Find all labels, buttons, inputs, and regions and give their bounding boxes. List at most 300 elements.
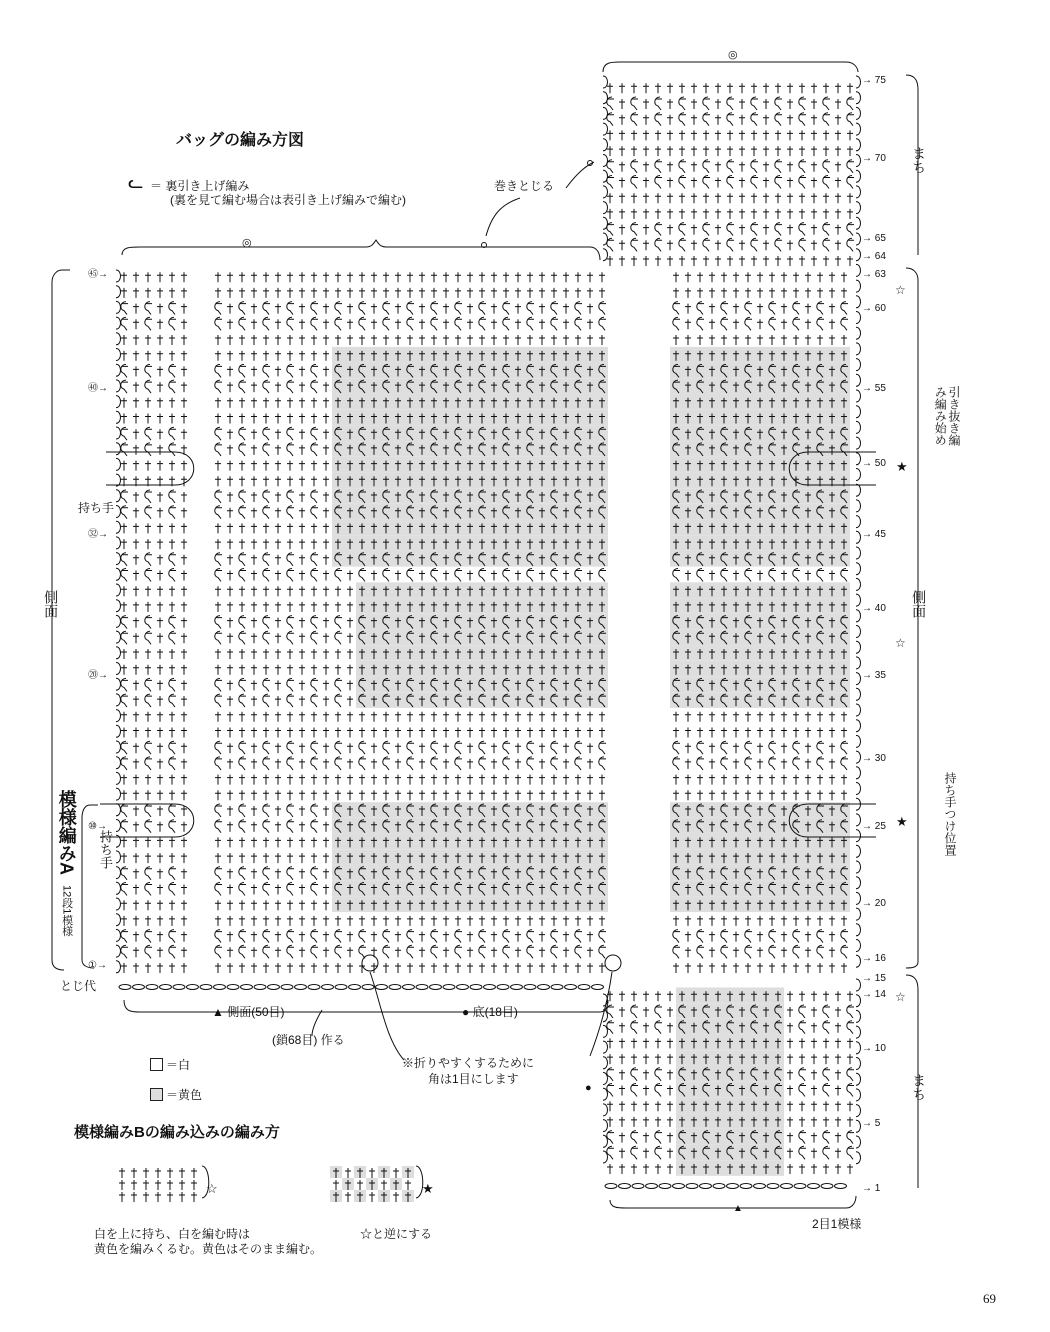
dc-stitch bbox=[721, 712, 727, 722]
dc-stitch bbox=[143, 1168, 149, 1178]
dc-stitch bbox=[263, 586, 269, 596]
dc-stitch bbox=[599, 712, 605, 722]
dc-stitch bbox=[799, 1164, 805, 1174]
dc-stitch bbox=[733, 288, 739, 298]
dc-stitch bbox=[835, 99, 841, 109]
dc-stitch bbox=[539, 743, 545, 753]
dc-stitch bbox=[263, 963, 269, 973]
edge-loop bbox=[603, 233, 608, 245]
dc-stitch bbox=[721, 335, 727, 345]
dc-stitch bbox=[799, 146, 805, 156]
dc-stitch bbox=[347, 932, 353, 942]
back-post-stitch bbox=[575, 741, 582, 754]
back-post-stitch bbox=[703, 223, 710, 236]
edge-loop bbox=[116, 270, 121, 282]
dc-stitch bbox=[299, 272, 305, 282]
back-post-stitch bbox=[503, 302, 510, 315]
edge-loop bbox=[603, 1151, 608, 1163]
chain-stitch bbox=[430, 985, 442, 990]
dc-stitch bbox=[133, 586, 139, 596]
dc-stitch bbox=[721, 963, 727, 973]
back-post-stitch bbox=[169, 757, 176, 770]
row-number-left: ⑩→ bbox=[88, 821, 107, 832]
dc-stitch bbox=[607, 130, 613, 140]
back-post-stitch bbox=[479, 302, 486, 315]
dc-stitch bbox=[835, 1164, 841, 1174]
dc-stitch bbox=[299, 759, 305, 769]
dc-stitch bbox=[299, 837, 305, 847]
back-post-stitch bbox=[287, 678, 294, 691]
back-post-stitch bbox=[841, 317, 848, 330]
dc-stitch bbox=[835, 209, 841, 219]
dc-stitch bbox=[431, 728, 437, 738]
dc-stitch bbox=[787, 1164, 793, 1174]
dc-stitch bbox=[371, 728, 377, 738]
dc-stitch bbox=[311, 853, 317, 863]
dc-stitch bbox=[121, 728, 127, 738]
back-post-stitch bbox=[145, 506, 152, 519]
dc-stitch bbox=[739, 178, 745, 188]
dc-stitch bbox=[575, 335, 581, 345]
dc-stitch bbox=[443, 304, 449, 314]
legend-yellow-text: ＝黄色 bbox=[166, 1088, 203, 1102]
edge-loop bbox=[856, 924, 861, 936]
dc-stitch bbox=[787, 162, 793, 172]
dc-stitch bbox=[395, 712, 401, 722]
back-post-stitch bbox=[793, 930, 800, 943]
dc-stitch bbox=[263, 288, 269, 298]
dc-stitch bbox=[787, 240, 793, 250]
dc-stitch bbox=[157, 790, 163, 800]
back-post-stitch bbox=[823, 1131, 830, 1144]
back-post-stitch bbox=[263, 317, 270, 330]
dc-stitch bbox=[227, 351, 233, 361]
back-post-stitch bbox=[455, 741, 462, 754]
dc-stitch bbox=[419, 743, 425, 753]
back-post-stitch bbox=[455, 317, 462, 330]
dc-stitch bbox=[829, 916, 835, 926]
dc-stitch bbox=[347, 571, 353, 581]
back-post-stitch bbox=[311, 678, 318, 691]
dc-stitch bbox=[757, 916, 763, 926]
dc-stitch bbox=[133, 822, 139, 832]
dc-stitch bbox=[335, 790, 341, 800]
dc-stitch bbox=[395, 272, 401, 282]
dc-stitch bbox=[757, 963, 763, 973]
dc-stitch bbox=[667, 209, 673, 219]
dc-stitch bbox=[323, 837, 329, 847]
back-post-stitch bbox=[121, 443, 128, 456]
back-post-stitch bbox=[145, 945, 152, 958]
back-post-stitch bbox=[311, 741, 318, 754]
back-post-stitch bbox=[479, 741, 486, 754]
dc-stitch bbox=[829, 319, 835, 329]
dc-stitch bbox=[769, 728, 775, 738]
dc-stitch bbox=[287, 272, 293, 282]
dc-stitch bbox=[619, 1148, 625, 1158]
dc-stitch bbox=[757, 571, 763, 581]
dc-stitch bbox=[227, 837, 233, 847]
dc-stitch bbox=[835, 225, 841, 235]
back-post-stitch bbox=[145, 427, 152, 440]
dc-stitch bbox=[455, 775, 461, 785]
dc-stitch bbox=[709, 775, 715, 785]
back-post-stitch bbox=[169, 569, 176, 582]
dc-stitch bbox=[383, 288, 389, 298]
dc-stitch bbox=[551, 916, 557, 926]
dc-stitch bbox=[215, 775, 221, 785]
dc-stitch bbox=[811, 991, 817, 1001]
back-post-stitch bbox=[751, 176, 758, 189]
dc-stitch bbox=[479, 712, 485, 722]
chain-stitch bbox=[808, 1184, 820, 1189]
back-post-stitch bbox=[145, 553, 152, 566]
dc-stitch bbox=[811, 256, 817, 266]
dc-stitch bbox=[299, 571, 305, 581]
dc-stitch bbox=[491, 775, 497, 785]
dc-stitch bbox=[467, 571, 473, 581]
back-post-stitch bbox=[311, 883, 318, 896]
back-post-stitch bbox=[551, 317, 558, 330]
dc-stitch bbox=[157, 649, 163, 659]
dc-stitch bbox=[745, 288, 751, 298]
dc-stitch bbox=[467, 728, 473, 738]
back-post-stitch bbox=[575, 317, 582, 330]
dc-stitch bbox=[757, 728, 763, 738]
dc-stitch bbox=[275, 571, 281, 581]
dc-stitch bbox=[787, 1070, 793, 1080]
edge-loop bbox=[603, 92, 608, 104]
dc-stitch bbox=[215, 414, 221, 424]
dc-stitch bbox=[739, 193, 745, 203]
dc-stitch bbox=[311, 649, 317, 659]
dc-stitch bbox=[169, 351, 175, 361]
dc-stitch bbox=[275, 523, 281, 533]
back-post-stitch bbox=[287, 427, 294, 440]
dc-stitch bbox=[829, 947, 835, 957]
dc-stitch bbox=[563, 272, 569, 282]
dc-stitch bbox=[335, 712, 341, 722]
back-post-stitch bbox=[673, 741, 680, 754]
dc-stitch bbox=[323, 916, 329, 926]
dc-stitch bbox=[181, 775, 187, 785]
dc-stitch bbox=[121, 665, 127, 675]
back-post-stitch bbox=[527, 741, 534, 754]
dc-stitch bbox=[587, 963, 593, 973]
dc-stitch bbox=[227, 869, 233, 879]
back-post-stitch bbox=[263, 741, 270, 754]
edge-loop bbox=[116, 678, 121, 690]
dc-stitch bbox=[251, 759, 257, 769]
chain-stitch bbox=[794, 1184, 806, 1189]
dc-stitch bbox=[393, 1192, 399, 1202]
dc-stitch bbox=[431, 288, 437, 298]
dc-stitch bbox=[739, 146, 745, 156]
dc-stitch bbox=[769, 775, 775, 785]
dc-stitch bbox=[443, 743, 449, 753]
dc-stitch bbox=[515, 916, 521, 926]
chain-stitch bbox=[632, 1184, 644, 1189]
dc-stitch bbox=[817, 335, 823, 345]
edge-loop bbox=[116, 380, 121, 392]
dc-stitch bbox=[697, 963, 703, 973]
dc-stitch bbox=[299, 586, 305, 596]
back-post-stitch bbox=[751, 113, 758, 126]
dc-stitch bbox=[691, 146, 697, 156]
back-post-stitch bbox=[215, 427, 222, 440]
dc-stitch bbox=[691, 99, 697, 109]
edge-loop bbox=[856, 547, 861, 559]
back-post-stitch bbox=[479, 317, 486, 330]
dc-stitch bbox=[251, 398, 257, 408]
dc-stitch bbox=[145, 712, 151, 722]
back-post-stitch bbox=[335, 678, 342, 691]
edge-loop bbox=[116, 568, 121, 580]
dc-stitch bbox=[133, 696, 139, 706]
dc-stitch bbox=[227, 304, 233, 314]
back-post-stitch bbox=[823, 1084, 830, 1097]
row-number-right: → 35 bbox=[862, 670, 886, 681]
dc-stitch bbox=[527, 728, 533, 738]
dc-stitch bbox=[299, 335, 305, 345]
dc-stitch bbox=[667, 1148, 673, 1158]
edge-loop bbox=[856, 751, 861, 763]
dc-stitch bbox=[655, 193, 661, 203]
back-post-stitch bbox=[679, 160, 686, 173]
dc-stitch bbox=[311, 523, 317, 533]
dc-stitch bbox=[619, 1117, 625, 1127]
bullet-mark: ● bbox=[585, 1082, 592, 1094]
dc-stitch bbox=[169, 665, 175, 675]
back-post-stitch bbox=[169, 694, 176, 707]
dc-stitch bbox=[169, 837, 175, 847]
dc-stitch bbox=[685, 712, 691, 722]
dc-stitch bbox=[643, 1101, 649, 1111]
back-post-stitch bbox=[215, 631, 222, 644]
dc-stitch bbox=[703, 146, 709, 156]
back-post-stitch bbox=[775, 97, 782, 110]
dc-stitch bbox=[709, 759, 715, 769]
edge-loop bbox=[856, 406, 861, 418]
dc-stitch bbox=[799, 130, 805, 140]
back-post-stitch bbox=[407, 317, 414, 330]
dc-stitch bbox=[841, 963, 847, 973]
back-post-stitch bbox=[239, 930, 246, 943]
dc-stitch bbox=[563, 728, 569, 738]
dc-stitch bbox=[181, 461, 187, 471]
dc-stitch bbox=[673, 963, 679, 973]
dc-stitch bbox=[323, 288, 329, 298]
dc-stitch bbox=[157, 571, 163, 581]
dc-stitch bbox=[179, 1192, 185, 1202]
dc-stitch bbox=[287, 602, 293, 612]
dc-stitch bbox=[239, 461, 245, 471]
dc-stitch bbox=[697, 728, 703, 738]
edge-loop bbox=[856, 453, 861, 465]
dc-stitch bbox=[631, 1117, 637, 1127]
dc-stitch bbox=[721, 288, 727, 298]
dc-stitch bbox=[215, 288, 221, 298]
dc-stitch bbox=[157, 492, 163, 502]
back-post-stitch bbox=[215, 490, 222, 503]
dc-stitch bbox=[787, 193, 793, 203]
dc-stitch bbox=[145, 461, 151, 471]
back-post-stitch bbox=[655, 1084, 662, 1097]
dc-stitch bbox=[599, 916, 605, 926]
dc-stitch bbox=[829, 790, 835, 800]
row-number-right: → 65 bbox=[862, 233, 886, 244]
edge-loop bbox=[116, 945, 121, 957]
dc-stitch bbox=[227, 555, 233, 565]
back-post-stitch bbox=[239, 553, 246, 566]
corner-circle-left bbox=[362, 955, 378, 971]
dc-stitch bbox=[757, 288, 763, 298]
dc-stitch bbox=[419, 790, 425, 800]
back-post-stitch bbox=[697, 302, 704, 315]
back-post-stitch bbox=[287, 490, 294, 503]
dc-stitch bbox=[619, 1038, 625, 1048]
dc-stitch bbox=[835, 193, 841, 203]
back-post-stitch bbox=[455, 757, 462, 770]
dc-stitch bbox=[643, 1038, 649, 1048]
dc-stitch bbox=[157, 837, 163, 847]
dc-stitch bbox=[335, 602, 341, 612]
dc-stitch bbox=[299, 649, 305, 659]
dc-stitch bbox=[311, 398, 317, 408]
back-post-stitch bbox=[145, 616, 152, 629]
dc-stitch bbox=[539, 916, 545, 926]
dc-stitch bbox=[563, 712, 569, 722]
chain-label: (鎖68目) 作る bbox=[272, 1033, 345, 1047]
dc-stitch bbox=[757, 712, 763, 722]
back-post-stitch bbox=[631, 1084, 638, 1097]
dc-stitch bbox=[805, 916, 811, 926]
dc-stitch bbox=[263, 398, 269, 408]
seam-arrow bbox=[486, 198, 520, 236]
dc-stitch bbox=[727, 209, 733, 219]
back-post-stitch bbox=[775, 176, 782, 189]
dc-stitch bbox=[181, 555, 187, 565]
dc-stitch bbox=[455, 288, 461, 298]
dc-stitch bbox=[227, 398, 233, 408]
dc-stitch bbox=[191, 1168, 197, 1178]
dc-stitch bbox=[479, 963, 485, 973]
edge-loop bbox=[856, 783, 861, 795]
edge-loop bbox=[856, 1026, 861, 1038]
dc-stitch bbox=[227, 665, 233, 675]
dc-stitch bbox=[841, 916, 847, 926]
edge-loop bbox=[856, 830, 861, 842]
dc-stitch bbox=[631, 83, 637, 93]
dc-stitch bbox=[691, 256, 697, 266]
back-post-stitch bbox=[121, 867, 128, 880]
dc-stitch bbox=[419, 728, 425, 738]
star-filled-mark-1: ★ bbox=[896, 459, 908, 474]
dc-stitch bbox=[769, 790, 775, 800]
dc-stitch bbox=[299, 319, 305, 329]
dc-stitch bbox=[847, 1117, 853, 1127]
back-post-stitch bbox=[169, 883, 176, 896]
dc-stitch bbox=[467, 963, 473, 973]
edge-loop bbox=[856, 704, 861, 716]
top-bracket bbox=[122, 237, 600, 260]
back-post-stitch bbox=[335, 631, 342, 644]
back-post-stitch bbox=[407, 945, 414, 958]
chain-stitch bbox=[389, 985, 401, 990]
dc-stitch bbox=[251, 476, 257, 486]
dc-stitch bbox=[811, 1086, 817, 1096]
dc-stitch bbox=[823, 1164, 829, 1174]
dc-stitch bbox=[169, 523, 175, 533]
dc-stitch bbox=[311, 335, 317, 345]
dc-stitch bbox=[287, 523, 293, 533]
dc-stitch bbox=[847, 83, 853, 93]
chain-stitch bbox=[740, 1184, 752, 1189]
edge-loop bbox=[603, 1088, 608, 1100]
edge-loop bbox=[603, 1135, 608, 1147]
dc-stitch bbox=[781, 728, 787, 738]
back-post-stitch bbox=[383, 317, 390, 330]
back-post-stitch bbox=[655, 97, 662, 110]
dc-stitch bbox=[817, 728, 823, 738]
dc-stitch bbox=[667, 83, 673, 93]
back-post-stitch bbox=[431, 945, 438, 958]
back-post-stitch bbox=[359, 302, 366, 315]
dc-stitch bbox=[551, 728, 557, 738]
back-post-stitch bbox=[551, 945, 558, 958]
dc-stitch bbox=[371, 288, 377, 298]
dc-stitch bbox=[599, 335, 605, 345]
dc-stitch bbox=[847, 1054, 853, 1064]
dc-stitch bbox=[299, 445, 305, 455]
dc-stitch bbox=[515, 712, 521, 722]
back-post-stitch bbox=[287, 820, 294, 833]
dc-stitch bbox=[667, 99, 673, 109]
dc-stitch bbox=[811, 209, 817, 219]
dc-stitch bbox=[145, 649, 151, 659]
dc-stitch bbox=[121, 523, 127, 533]
back-post-stitch bbox=[121, 757, 128, 770]
dc-stitch bbox=[311, 461, 317, 471]
dc-stitch bbox=[575, 775, 581, 785]
dc-stitch bbox=[805, 775, 811, 785]
back-post-stitch bbox=[263, 443, 270, 456]
edge-loop bbox=[116, 647, 121, 659]
dc-stitch bbox=[619, 209, 625, 219]
dc-stitch bbox=[371, 790, 377, 800]
dc-stitch bbox=[709, 790, 715, 800]
dc-stitch bbox=[655, 1038, 661, 1048]
star-open-mark-2: ☆ bbox=[895, 636, 906, 650]
dc-stitch bbox=[697, 712, 703, 722]
dc-stitch bbox=[371, 304, 377, 314]
back-post-stitch bbox=[823, 1021, 830, 1034]
dc-stitch bbox=[239, 351, 245, 361]
dc-stitch bbox=[181, 508, 187, 518]
edge-loop bbox=[856, 940, 861, 952]
dc-stitch bbox=[275, 414, 281, 424]
dc-stitch bbox=[335, 649, 341, 659]
back-post-stitch bbox=[335, 616, 342, 629]
dc-stitch bbox=[697, 916, 703, 926]
dc-stitch bbox=[275, 743, 281, 753]
dc-stitch bbox=[563, 790, 569, 800]
back-post-stitch bbox=[631, 113, 638, 126]
dc-stitch bbox=[599, 728, 605, 738]
chain-stitch bbox=[187, 985, 199, 990]
dc-stitch bbox=[823, 256, 829, 266]
dc-stitch bbox=[323, 555, 329, 565]
